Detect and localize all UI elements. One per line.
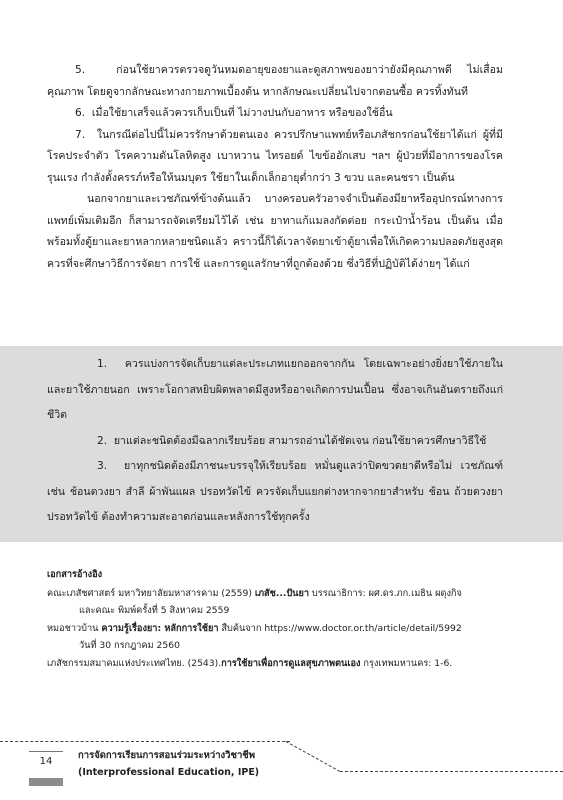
list-item-6: 6. เมื่อใช้ยาเสร็จแล้วควรเก็บเป็นที่ ไม่วางปนกับอาหาร หรือของใช้อื่น [75, 107, 393, 119]
reference-text: บรรณาธิการ: ผศ.ดร.ภก.เมธิน ผดุงกิจ [309, 587, 462, 599]
footer-title [78, 747, 259, 781]
reference-title-bold: เภสัช...ปันยา [254, 587, 310, 599]
reference-item [47, 655, 517, 673]
top-section [47, 60, 503, 275]
highlight-box [47, 352, 503, 531]
page-number-block [29, 751, 63, 786]
box-list-item-3: 3. ยาทุกชนิดต้องมีภาชนะบรรจุให้เรียบร้อย หมั่นดูแลว่าปิดขวดยาดีหรือไม่ เวชภัณฑ์ เช่น ช้อนตวงยา สำลี ผ้าพันแผล ปรอทวัดไข้ ควรจัดเก็บแยกต่างหากจากยาสำหรับ ช้อน ถ้วยตวงยา ปรอทวัดไข้ ต้องทำความสะอาดก่อนและหลังการใช้ทุกครั้ง [47, 460, 503, 523]
reference-continuation: และคณะ พิมพ์ครั้งที่ 5 สิงหาคม 2559 [79, 605, 230, 616]
footer-dashed-line [340, 771, 563, 772]
list-item-7: 7. ในกรณีต่อไปนี้ไม่ควรรักษาด้วยตนเอง ควรปรึกษาแพทย์หรือเภสัชกรก่อนใช้ยาได้แก่ ผู้ที่มีโรคประจำตัว โรคความดันโลหิตสูง เบาหวาน ไทรอยด์ ไขข้ออักเสบ ฯลฯ ผู้ป่วยที่มีอาการของโรครุนแรง กำลังตั้งครรภ์หรือให้นมบุตร ใช้ยาในเด็กเล็กอายุต่ำกว่า 3 ขวบ และคนชรา เป็นต้น [47, 128, 503, 184]
references-section [47, 566, 517, 672]
reference-text: กรุงเทพมหานคร: 1-6. [360, 657, 453, 669]
reference-item [47, 585, 517, 620]
page-number-bar [29, 778, 63, 786]
reference-text: เภสัชกรรมสมาคมแห่งประเทศไทย. (2543). [47, 657, 222, 669]
reference-item [47, 620, 517, 655]
reference-title-bold: การใช้ยาเพื่อการดูแลสุขภาพตนเอง [221, 657, 361, 669]
reference-text: คณะเภสัชศาสตร์ มหาวิทยาลัยมหาสารคาม (2559) [47, 587, 255, 599]
footer-dashed-line-slant [286, 741, 341, 772]
footer-dashed-line [0, 741, 290, 742]
reference-title-bold: ความรู้เรื่องยา: หลักการใช้ยา [101, 622, 219, 634]
footer-title-thai: การจัดการเรียนการสอนร่วมระหว่างวิชาชีพ [78, 750, 256, 761]
page-number: 14 [29, 751, 63, 772]
box-list-item-1: 1. ควรแบ่งการจัดเก็บยาแต่ละประเภทแยกออกจากกัน โดยเฉพาะอย่างยิ่งยาใช้ภายใน และยาใช้ภายนอก เพราะโอกาสหยิบผิดพลาดมีสูงหรืออาจเกิดการปนเปื้อน ซึ่งอาจเกินอันตรายถึงแก่ชีวิต [47, 358, 503, 421]
list-item-5: 5. ก่อนใช้ยาควรตรวจดูวันหมดอายุของยาและดูสภาพของยาว่ายังมีคุณภาพดี ไม่เสื่อมคุณภาพ โดยดูจากลักษณะทางกายภาพเบื้องต้น หากลักษณะเปลี่ยนไปจากตอนซื้อ ควรทิ้งทันที [47, 64, 503, 98]
intro-paragraph: นอกจากยาและเวชภัณฑ์ข้างต้นแล้ว บางครอบครัวอาจจำเป็นต้องมียาหรืออุปกรณ์ทางการแพทย์เพิ่มเติมอีก ก็สามารถจัดเตรียมไว้ได้ เช่น ยาทาแก้แมลงกัดต่อย กระเป๋าน้ำร้อน เป็นต้น เมื่อพร้อมทั้งตู้ยาและยาหลากหลายชนิดแล้ว คราวนี้ก็ได้เวลาจัดยาเข้าตู้ยาเพื่อให้เกิดความปลอดภัยสูงสุด ควรที่จะศึกษาวิธีการจัดยา การใช้ และการดูแลรักษาที่ถูกต้องด้วย ซึ่งวิธีที่ปฏิบัติได้ง่ายๆ ได้แก่ [47, 193, 503, 270]
footer-title-english: (Interprofessional Education, IPE) [78, 767, 260, 778]
references-title: เอกสารอ้างอิง [47, 569, 103, 580]
reference-url[interactable]: สืบค้นจาก https://www.doctor.or.th/article/detail/5992 [218, 622, 462, 634]
reference-text: หมอชาวบ้าน [47, 622, 102, 634]
box-list-item-2: 2. ยาแต่ละชนิดต้องมีฉลากเรียบร้อย สามารถอ่านได้ชัดเจน ก่อนใช้ยาควรศึกษาวิธีใช้ [97, 434, 487, 447]
reference-continuation: วันที่ 30 กรกฎาคม 2560 [79, 640, 180, 651]
